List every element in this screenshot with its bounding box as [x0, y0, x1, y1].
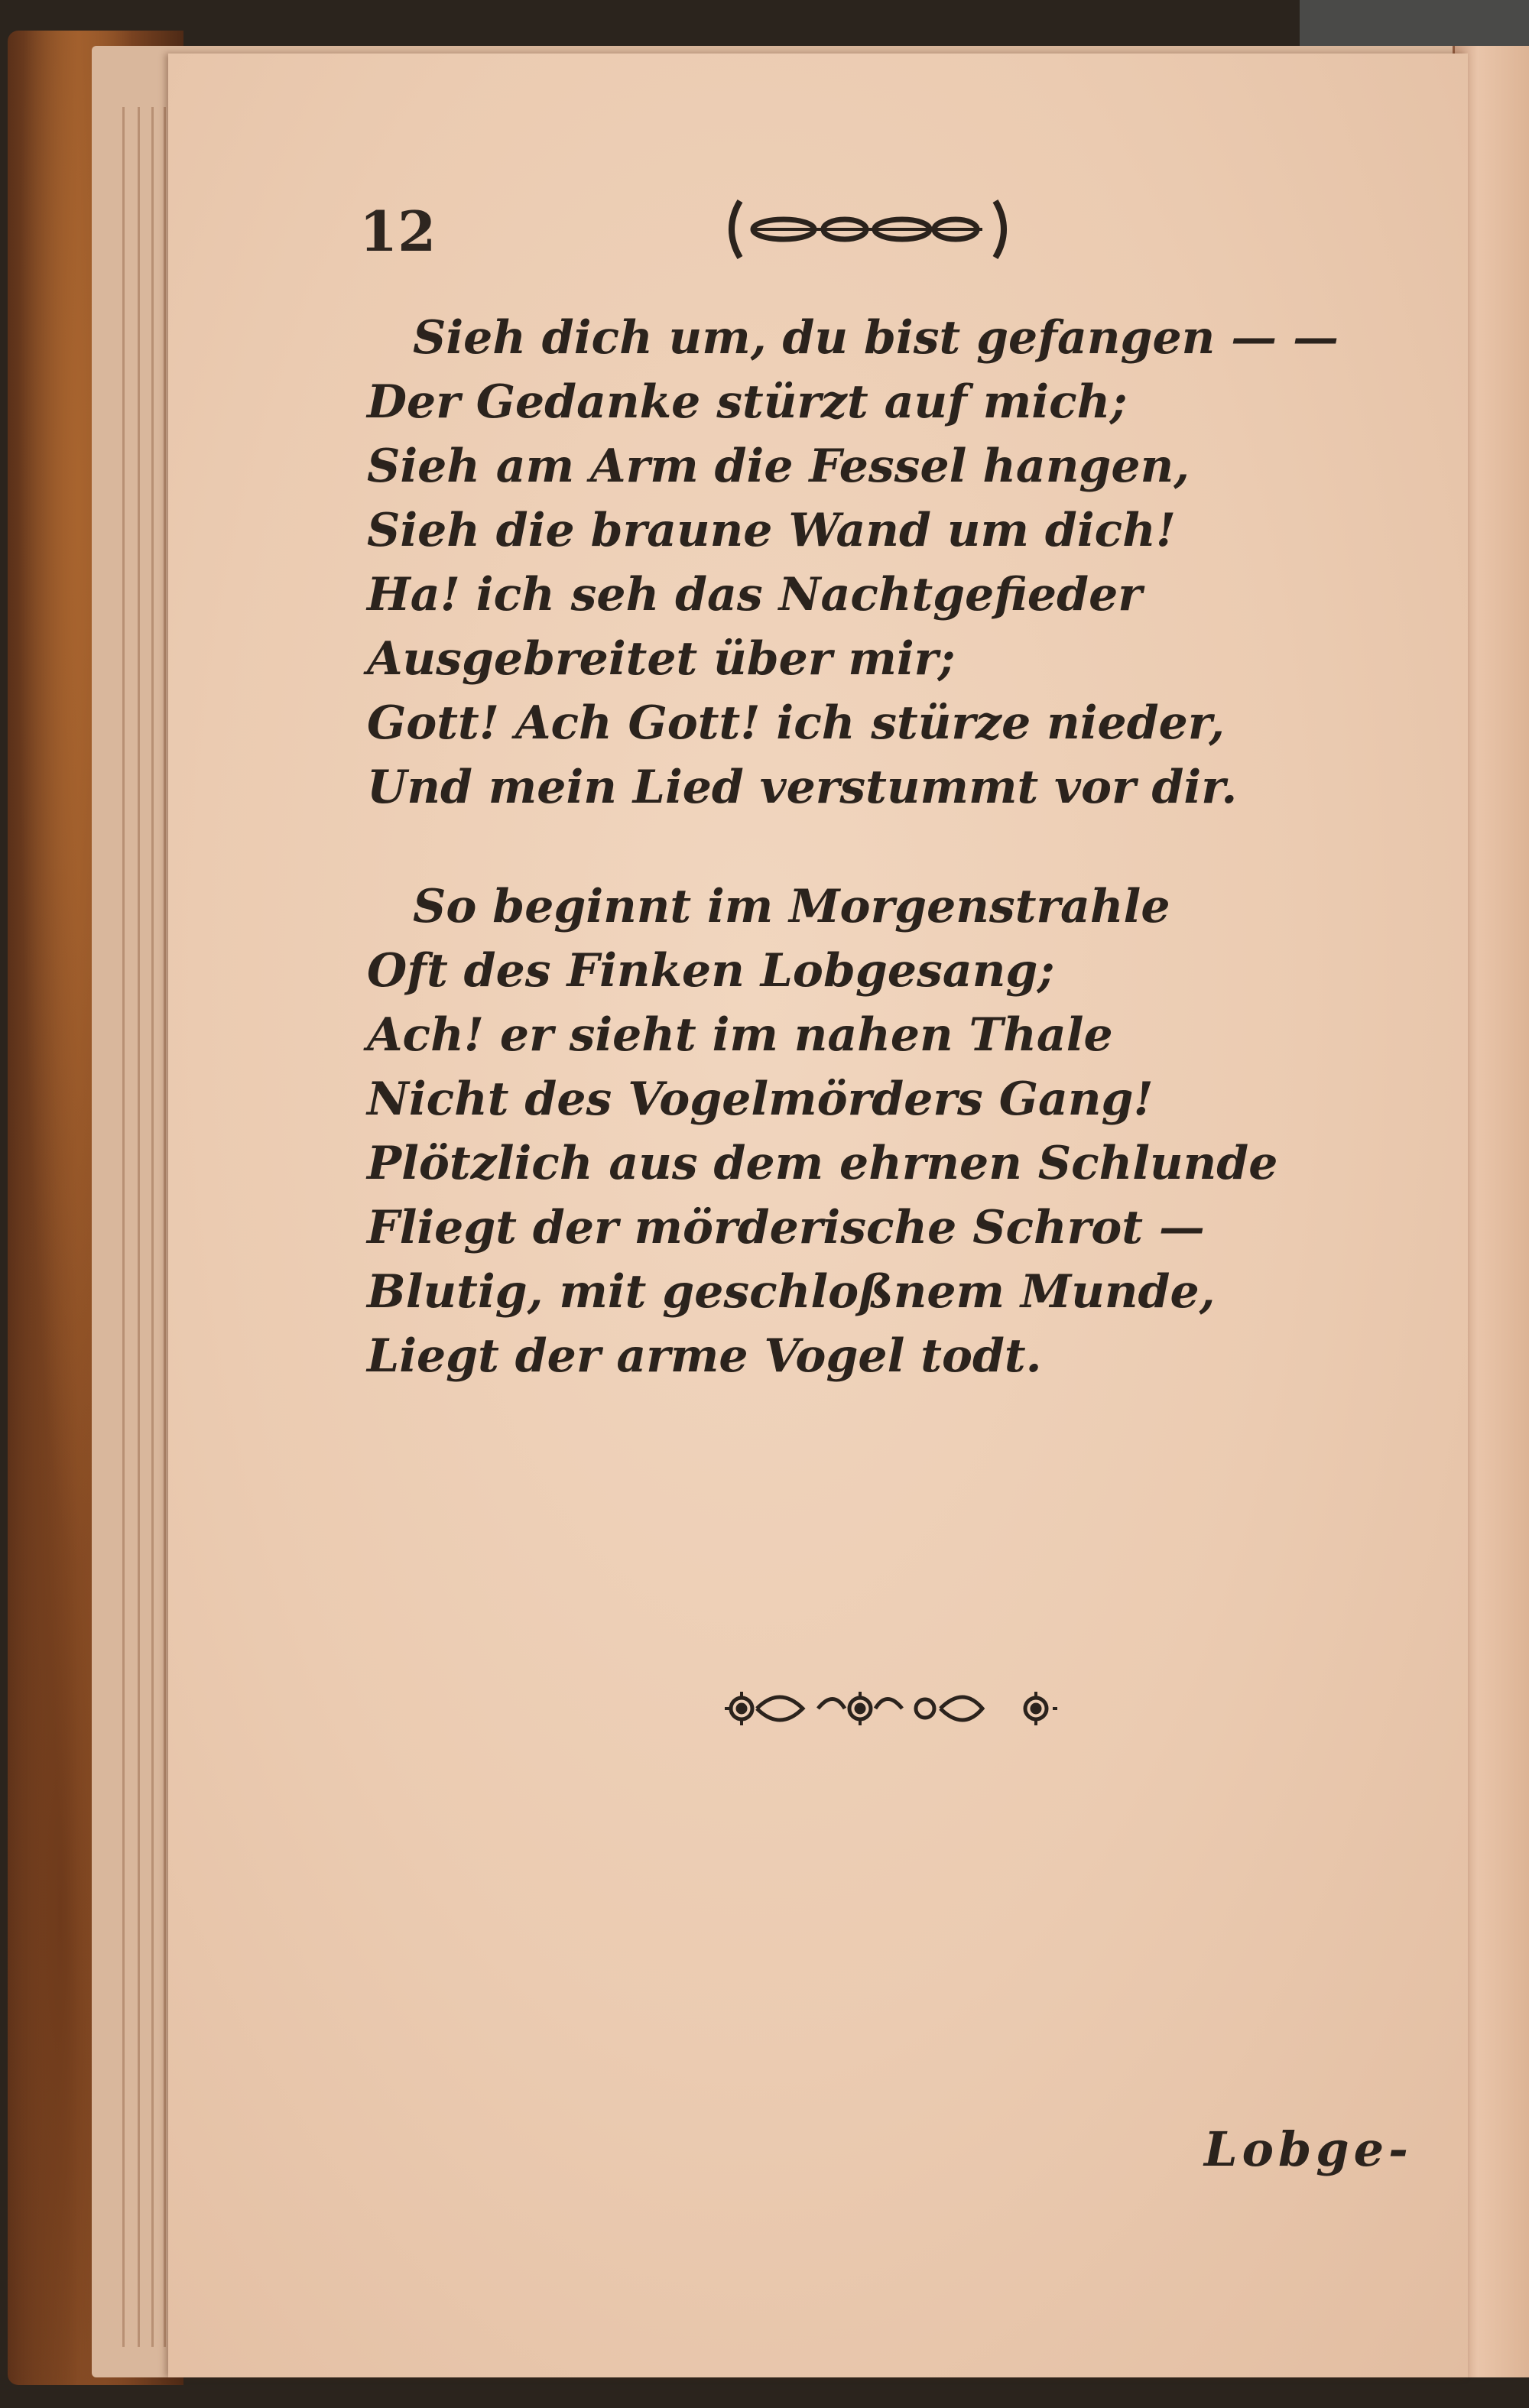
stanza: [367, 306, 1339, 819]
page-number: 12: [359, 199, 437, 264]
verse-line: Plötzlich aus dem ehrnen Schlunde: [367, 1137, 1278, 1190]
verse-line: Blutig, mit geschloßnem Munde,: [367, 1265, 1216, 1319]
verse-line: Fliegt der mörderische Schrot —: [367, 1201, 1205, 1254]
background-corner: [1300, 0, 1529, 46]
verse-line: Der Gedanke stürzt auf mich;: [367, 375, 1128, 429]
page-edge-line: [138, 107, 140, 2347]
stanza: [367, 875, 1284, 1388]
verse-line: Und mein Lied verstummt vor dir.: [367, 761, 1238, 814]
verse-line: Gott! Ach Gott! ich stürze nieder,: [367, 696, 1225, 750]
verse-line: Sieh die braune Wand um dich!: [367, 504, 1177, 557]
chain-ornament-icon: [719, 195, 1017, 264]
verse-line: Ausgebreitet über mir;: [367, 632, 956, 686]
verse-line: Sieh am Arm die Fessel hangen,: [367, 440, 1190, 493]
verse-line: Sieh dich um, du bist gefangen — —: [413, 311, 1339, 365]
page-edge-line: [122, 107, 125, 2347]
verse-line: Liegt der arme Vogel todt.: [367, 1329, 1042, 1383]
verse-line: So beginnt im Morgenstrahle: [413, 880, 1170, 933]
page-edge-line: [151, 107, 154, 2347]
page-edge-line: [164, 107, 166, 2347]
verse-line: Oft des Finken Lobgesang;: [367, 944, 1055, 998]
verse-line: Ach! er sieht im nahen Thale: [367, 1008, 1113, 1062]
verse-line: Nicht des Vogelmörders Gang!: [367, 1073, 1154, 1126]
poem-text: [367, 306, 1339, 1388]
verse-line: Ha! ich seh das Nachtgefieder: [367, 568, 1142, 621]
catchword: Lobge-: [1204, 2121, 1413, 2177]
floral-tailpiece-icon: [719, 1678, 1063, 1739]
